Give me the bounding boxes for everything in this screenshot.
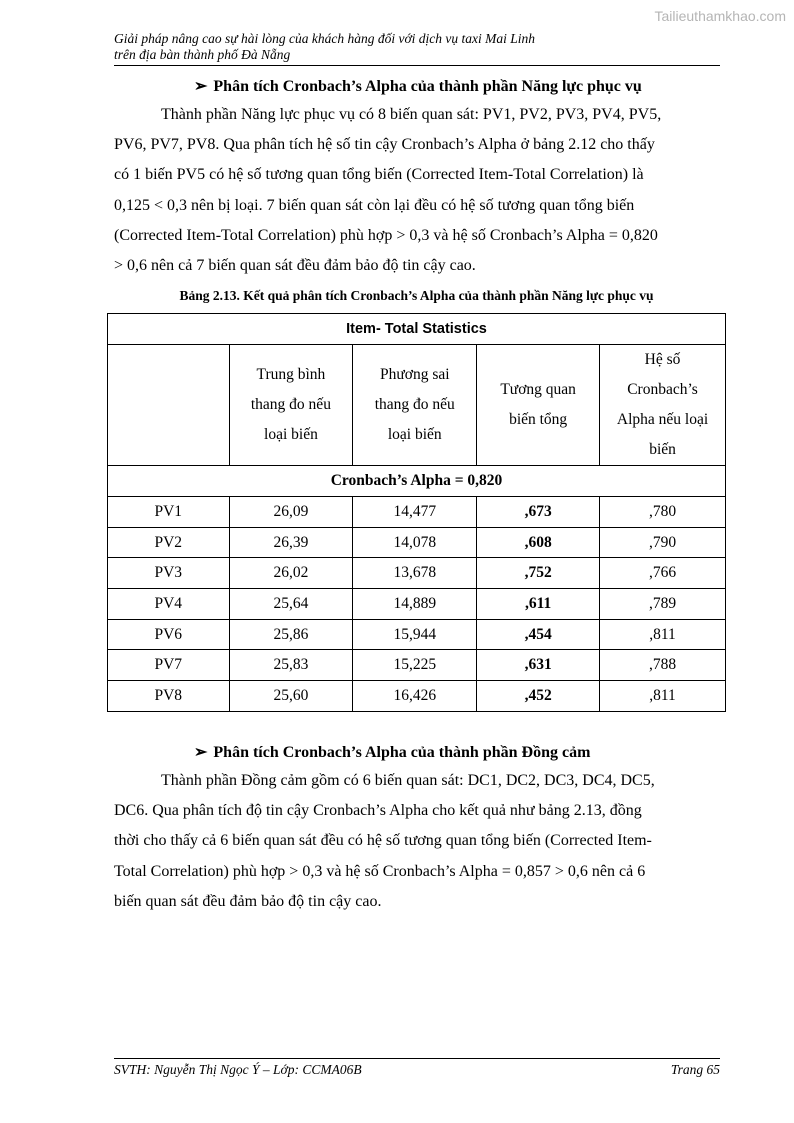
header-line-2: trên địa bàn thành phố Đà Nẵng [114, 47, 291, 62]
paragraph-nang-luc-phuc-vu [114, 100, 719, 281]
paragraph-line: 0,125 < 0,3 nên bị loại. 7 biến quan sát còn lại đều có hệ số tương quan tổng biến [114, 196, 635, 214]
cell-alpha-if-deleted: ,811 [600, 619, 726, 650]
table-row [108, 681, 726, 712]
paragraph-line: DC6. Qua phân tích độ tin cậy Cronbach’s Alpha cho kết quả như bảng 2.13, đồng [114, 802, 642, 820]
cell-scale-mean: 25,64 [229, 589, 353, 620]
cell-scale-variance: 16,426 [353, 681, 477, 712]
cell-item: PV1 [108, 497, 230, 528]
paragraph-line: biến quan sát đều đảm bảo độ tin cậy cao. [114, 892, 382, 910]
cell-item: PV3 [108, 558, 230, 589]
column-header-scale-mean: Trung bình thang đo nếu loại biến [229, 345, 353, 466]
page-footer [114, 1058, 720, 1078]
cell-item: PV7 [108, 650, 230, 681]
arrow-bullet-icon: ➢ [194, 744, 208, 761]
cell-correlation: ,608 [477, 527, 600, 558]
cell-scale-mean: 26,09 [229, 497, 353, 528]
cell-correlation: ,611 [477, 589, 600, 620]
cell-alpha-if-deleted: ,790 [600, 527, 726, 558]
arrow-bullet-icon: ➢ [194, 78, 208, 95]
paragraph-line: thời cho thấy cả 6 biến quan sát đều có hệ số tương quan tổng biến (Corrected Item- [114, 832, 652, 850]
cell-scale-mean: 25,83 [229, 650, 353, 681]
table-row [108, 497, 726, 528]
cell-item: PV8 [108, 681, 230, 712]
footer-page-number: Trang 65 [670, 1062, 720, 1077]
header-line-1: Giải pháp nâng cao sự hài lòng của khách hàng đối với dịch vụ taxi Mai Linh [114, 31, 536, 46]
cell-correlation: ,752 [477, 558, 600, 589]
cell-correlation: ,673 [477, 497, 600, 528]
cell-scale-variance: 14,477 [353, 497, 477, 528]
table-header-row [108, 345, 726, 466]
paragraph-line: Total Correlation) phù hợp > 0,3 và hệ số Cronbach’s Alpha = 0,857 > 0,6 nên cả 6 [114, 862, 646, 880]
cell-scale-variance: 15,944 [353, 619, 477, 650]
cell-scale-mean: 26,39 [229, 527, 353, 558]
table-row [108, 650, 726, 681]
table-row [108, 589, 726, 620]
table-row [108, 527, 726, 558]
paragraph-line: Thành phần Đồng cảm gồm có 6 biến quan sát: DC1, DC2, DC3, DC4, DC5, [161, 772, 655, 789]
cell-alpha-if-deleted: ,789 [600, 589, 726, 620]
table-row [108, 558, 726, 589]
column-header-scale-variance: Phương sai thang đo nếu loại biến [353, 345, 477, 466]
section-heading-text: Phân tích Cronbach’s Alpha của thành phần Năng lực phục vụ [213, 78, 642, 95]
cell-alpha-if-deleted: ,788 [600, 650, 726, 681]
cell-scale-mean: 25,86 [229, 619, 353, 650]
item-total-statistics-table [107, 313, 726, 712]
table-caption: Bảng 2.13. Kết quả phân tích Cronbach’s Alpha của thành phần Năng lực phục vụ [179, 288, 654, 303]
paragraph-dong-cam [114, 766, 719, 917]
cell-scale-mean: 26,02 [229, 558, 353, 589]
paragraph-line: PV6, PV7, PV8. Qua phân tích hệ số tin cậy Cronbach’s Alpha ở bảng 2.12 cho thấy [114, 136, 655, 154]
paragraph-line: có 1 biến PV5 có hệ số tương quan tổng biến (Corrected Item-Total Correlation) là [114, 166, 644, 184]
cell-correlation: ,454 [477, 619, 600, 650]
cell-correlation: ,452 [477, 681, 600, 712]
paragraph-line: Thành phần Năng lực phục vụ có 8 biến quan sát: PV1, PV2, PV3, PV4, PV5, [161, 106, 662, 123]
paragraph-line: > 0,6 nên cả 7 biến quan sát đều đảm bảo độ tin cậy cao. [114, 257, 476, 275]
cell-alpha-if-deleted: ,780 [600, 497, 726, 528]
column-header-alpha-if-deleted: Hệ số Cronbach’s Alpha nếu loại biến [600, 345, 726, 466]
section-heading-text: Phân tích Cronbach’s Alpha của thành phần Đồng cảm [213, 744, 591, 761]
section-heading-dong-cam [194, 742, 590, 762]
table-title-row [108, 314, 726, 345]
section-heading-nang-luc-phuc-vu [194, 76, 642, 96]
table-title: Item- Total Statistics [108, 314, 726, 345]
cell-scale-mean: 25,60 [229, 681, 353, 712]
cell-item: PV2 [108, 527, 230, 558]
cell-scale-variance: 14,889 [353, 589, 477, 620]
cell-item: PV6 [108, 619, 230, 650]
paragraph-line: (Corrected Item-Total Correlation) phù hợp > 0,3 và hệ số Cronbach’s Alpha = 0,820 [114, 226, 658, 244]
cell-alpha-if-deleted: ,811 [600, 681, 726, 712]
cronbach-alpha-value: Cronbach’s Alpha = 0,820 [108, 466, 726, 497]
cell-correlation: ,631 [477, 650, 600, 681]
cell-scale-variance: 15,225 [353, 650, 477, 681]
cell-item: PV4 [108, 589, 230, 620]
column-header-empty [108, 345, 230, 466]
cell-scale-variance: 14,078 [353, 527, 477, 558]
cell-alpha-if-deleted: ,766 [600, 558, 726, 589]
watermark: Tailieuthamkhao.com [654, 8, 786, 24]
footer-author: SVTH: Nguyễn Thị Ngọc Ý – Lớp: CCMA06B [114, 1062, 362, 1077]
page-header [114, 31, 720, 66]
cell-scale-variance: 13,678 [353, 558, 477, 589]
cronbach-alpha-row [108, 466, 726, 497]
column-header-item-total-correlation: Tương quan biến tổng [477, 345, 600, 466]
table-row [108, 619, 726, 650]
